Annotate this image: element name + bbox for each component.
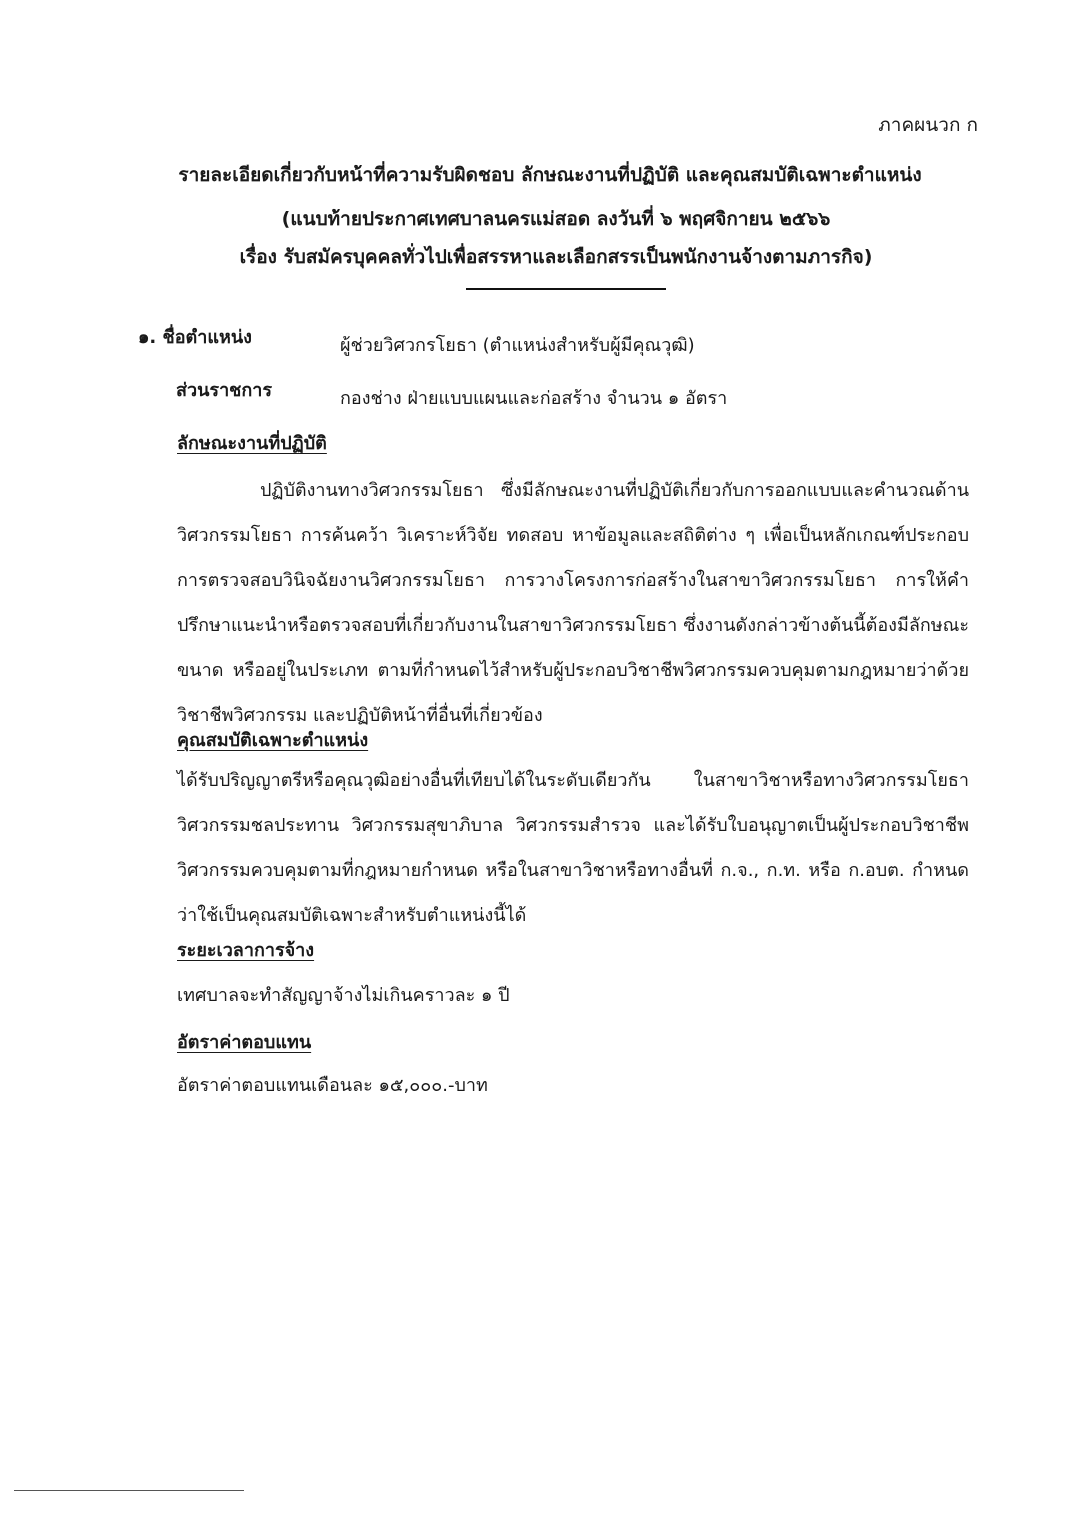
department-label: ส่วนราชการ	[176, 380, 273, 401]
document-title-line-1: รายละเอียดเกี่ยวกับหน้าที่ความรับผิดชอบ ลักษณะงานที่ปฏิบัติ และคุณสมบัติเฉพาะตำแหน่ง	[178, 164, 922, 186]
duties-heading: ลักษณะงานที่ปฏิบัติ	[177, 433, 327, 454]
employment-period-text: เทศบาลจะทำสัญญาจ้างไม่เกินคราวละ ๑ ปี	[177, 985, 510, 1006]
qualifications-paragraph: ได้รับปริญญาตรีหรือคุณวุฒิอย่างอื่นที่เทียบได้ในระดับเดียวกัน ในสาขาวิชาหรือทางวิศวกรรมโยธา วิศวกรรมชลประทาน วิศวกรรมสุขาภิบาล วิศวกรรมสำรวจ และได้รับใบอนุญาตเป็นผู้ประกอบวิชาชีพวิศวกรรมควบคุมตามที่กฎหมายกำหนด หรือในสาขาวิชาหรือทางอื่นที่ ก.จ., ก.ท. หรือ ก.อบต. กำหนดว่าใช้เป็นคุณสมบัติเฉพาะสำหรับตำแหน่งนี้ได้	[177, 770, 969, 926]
department-value: กองช่าง ฝ่ายแบบแผนและก่อสร้าง จำนวน ๑ อัตรา	[340, 388, 728, 409]
compensation-text: อัตราค่าตอบแทนเดือนละ ๑๕,๐๐๐.-บาท	[177, 1075, 488, 1096]
document-title-line-3: เรื่อง รับสมัครบุคคลทั่วไปเพื่อสรรหาและเลือกสรรเป็นพนักงานจ้างตามภารกิจ)	[239, 246, 873, 268]
compensation-heading: อัตราค่าตอบแทน	[177, 1032, 312, 1053]
employment-period-heading: ระยะเวลาการจ้าง	[177, 940, 315, 961]
document-title-line-2: (แนบท้ายประกาศเทศบาลนครแม่สอด ลงวันที่ ๖ พฤศจิกายน ๒๕๖๖	[281, 208, 831, 230]
duties-paragraph: ปฏิบัติงานทางวิศวกรรมโยธา ซึ่งมีลักษณะงานที่ปฏิบัติเกี่ยวกับการออกแบบและคำนวณด้านวิศวกรรมโยธา การค้นคว้า วิเคราะห์วิจัย ทดสอบ หาข้อมูลและสถิติต่าง ๆ เพื่อเป็นหลักเกณฑ์ประกอบการตรวจสอบวินิจฉัยงานวิศวกรรมโยธา การวางโครงการก่อสร้างในสาขาวิศวกรรมโยธา การให้คำปรึกษาแนะนำหรือตรวจสอบที่เกี่ยวกับงานในสาขาวิศวกรรมโยธา ซึ่งงานดังกล่าวข้างต้นนี้ต้องมีลักษณะ ขนาด หรืออยู่ในประเภท ตามที่กำหนดไว้สำหรับผู้ประกอบวิชาชีพวิศวกรรมควบคุมตามกฎหมายว่าด้วยวิชาชีพวิศวกรรม และปฏิบัติหน้าที่อื่นที่เกี่ยวข้อง	[177, 480, 969, 726]
qualifications-heading: คุณสมบัติเฉพาะตำแหน่ง	[177, 730, 369, 751]
appendix-label: ภาคผนวก ก	[878, 114, 978, 136]
position-value: ผู้ช่วยวิศวกรโยธา (ตำแหน่งสำหรับผู้มีคุณวุฒิ)	[340, 335, 695, 356]
footer-rule	[14, 1490, 244, 1491]
title-divider	[466, 288, 666, 290]
position-label: ๑. ชื่อตำแหน่ง	[138, 327, 252, 348]
